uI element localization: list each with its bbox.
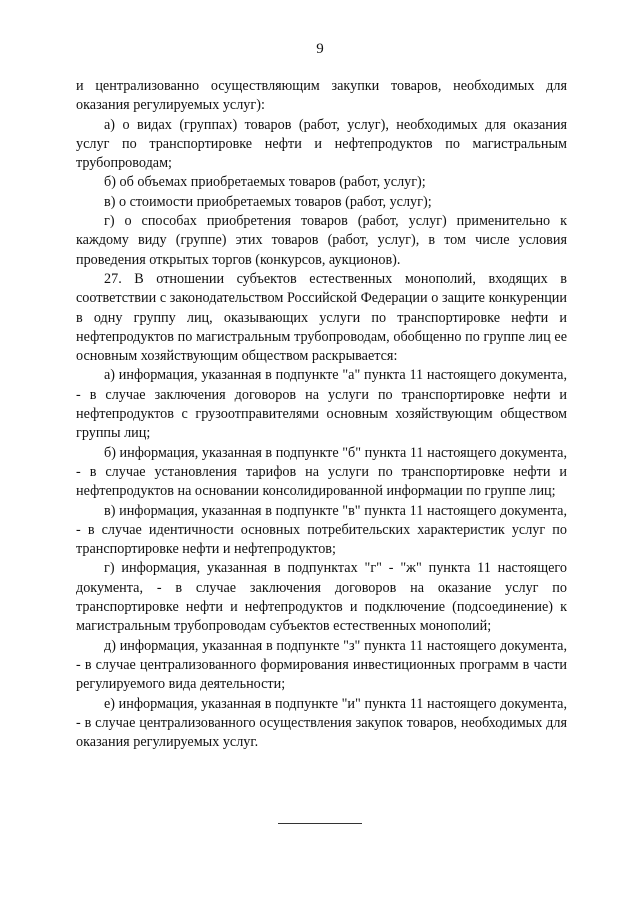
paragraph: г) информация, указанная в подпунктах "г" - "ж" пункта 11 настоящего документа, - в случае заключения договоров на оказание услуг по транспортировке нефти и нефтепродуктов и подключение (подсоединение) к магистральным трубопроводам субъектов естественных монополий;: [76, 560, 567, 635]
paragraph: е) информация, указанная в подпункте "и" пункта 11 настоящего документа, - в случае централизованного осуществления закупок товаров, необходимых для оказания регулируемых услуг.: [76, 695, 567, 751]
paragraph: д) информация, указанная в подпункте "з" пункта 11 настоящего документа, - в случае централизованного формирования инвестиционных программ в части регулируемого вида деятельности;: [76, 637, 567, 693]
paragraph: б) об объемах приобретаемых товаров (работ, услуг);: [104, 174, 426, 191]
paragraph: 27. В отношении субъектов естественных монополий, входящих в соответствии с законодательством Российской Федерации о защите конкуренции в одну группу лиц, оказывающих услуги по транспортировке нефти и нефтепродуктов по магистральным трубопроводам, обобщенно по группе лиц ее основным хозяйствующим обществом раскрывается:: [76, 270, 567, 365]
paragraph: и централизованно осуществляющим закупки товаров, необходимых для оказания регулируемых услуг):: [76, 78, 567, 114]
paragraph: в) информация, указанная в подпункте "в" пункта 11 настоящего документа, - в случае идентичности основных потребительских характеристик услуг по транспортировке нефти и нефтепродуктов;: [76, 502, 567, 558]
paragraph: г) о способах приобретения товаров (работ, услуг) применительно к каждому виду (группе) этих товаров (работ, услуг), в том числе условия проведения открытых торгов (конкурсов, аукционов).: [76, 213, 567, 268]
document-body: [76, 77, 567, 752]
paragraph: а) о видах (группах) товаров (работ, услуг), необходимых для оказания услуг по транспортировке нефти и нефтепродуктов по магистральным трубопроводам;: [76, 116, 567, 172]
paragraph: б) информация, указанная в подпункте "б" пункта 11 настоящего документа, - в случае установления тарифов на услуги по транспортировке нефти и нефтепродуктов на основании консолидированной информации по группе лиц;: [76, 444, 567, 500]
end-separator-line: [278, 823, 362, 824]
paragraph: в) о стоимости приобретаемых товаров (работ, услуг);: [104, 193, 432, 210]
paragraph: а) информация, указанная в подпункте "а" пункта 11 настоящего документа, - в случае заключения договоров на услуги по транспортировке нефти и нефтепродуктов с грузоотправителями основным хозяйствующим обществом группы лиц;: [76, 367, 567, 442]
page-number: 9: [316, 41, 324, 57]
